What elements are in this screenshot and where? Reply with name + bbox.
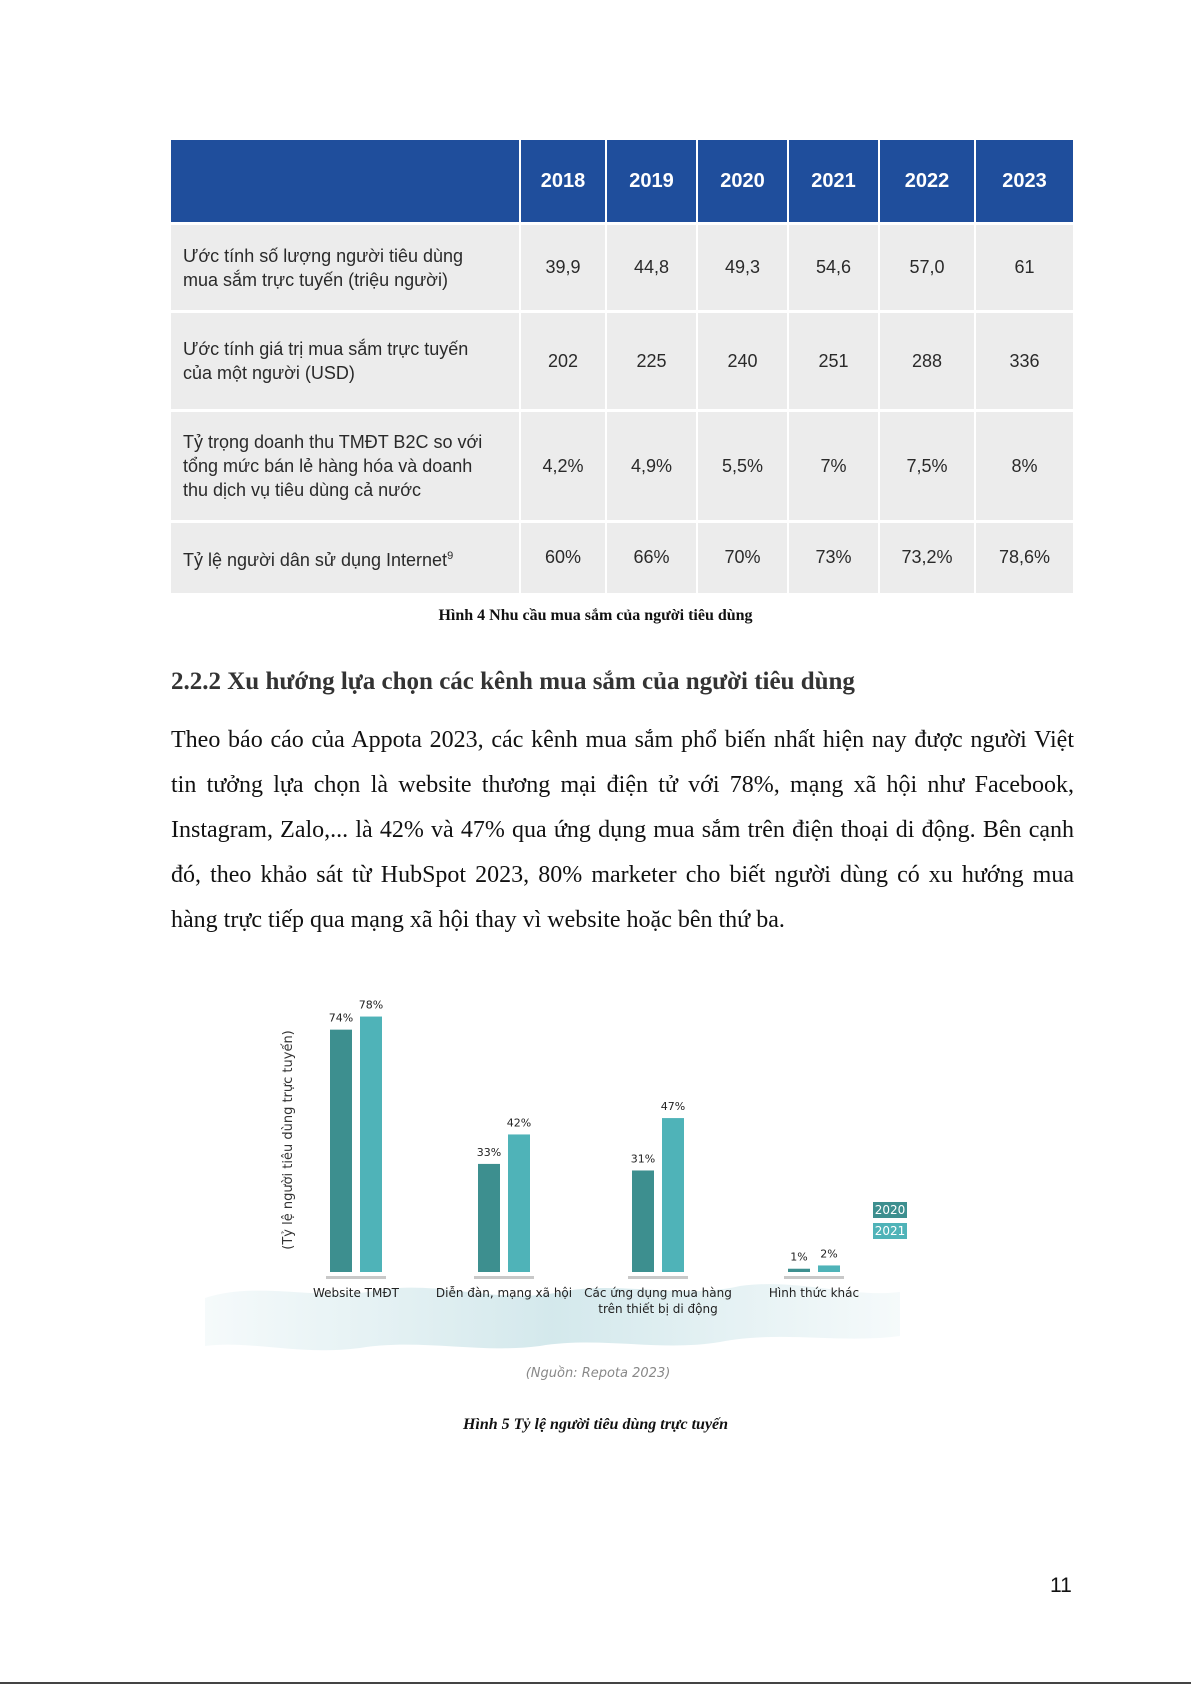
- table-cell: 49,3: [697, 224, 788, 312]
- figure-caption: Hình 4 Nhu cầu mua sắm của người tiêu dùng: [438, 607, 753, 624]
- table-cell: 336: [975, 312, 1073, 411]
- bar: [508, 1134, 530, 1272]
- table-cell: 39,9: [520, 224, 606, 312]
- bar-value-label: 2%: [820, 1247, 838, 1261]
- table-cell: 7,5%: [879, 411, 975, 522]
- year-header: 2022: [879, 140, 975, 224]
- row-label-line: Ước tính số lượng người tiêu dùng: [183, 245, 464, 266]
- category-baseline: [628, 1276, 688, 1279]
- legend-label: 2020: [874, 1203, 906, 1217]
- table-cell: 60%: [520, 522, 606, 593]
- section-heading: 2.2.2 Xu hướng lựa chọn các kênh mua sắm của người tiêu dùng: [171, 668, 855, 695]
- bar: [788, 1269, 810, 1272]
- bar: [662, 1118, 684, 1272]
- source-note: (Nguồn: Repota 2023): [525, 1366, 671, 1381]
- y-axis-label: (Tỷ lệ người tiêu dùng trực tuyến): [281, 1030, 296, 1250]
- bar-value-label: 74%: [328, 1011, 354, 1025]
- table-cell: 70%: [697, 522, 788, 593]
- category-label: Diễn đàn, mạng xã hội: [435, 1286, 573, 1300]
- body-paragraph: Theo báo cáo của Appota 2023, các kênh mua sắm phổ biến nhất hiện nay được người Việt tin tưởng lựa chọn là website thương mại điện tử với 78%, mạng xã hội như Facebook, Instagram, Zalo,... là 42% và 47% qua ứng dụng mua sắm trên điện thoại di động. Bên cạnh đó, theo khảo sát từ HubSpot 2023, 80% marketer cho biết người dùng có xu hướng mua hàng trực tiếp qua mạng xã hội thay vì website hoặc bên thứ ba.: [171, 727, 1074, 933]
- table-cell: 240: [697, 312, 788, 411]
- row-label: [171, 411, 520, 522]
- table-cell: 251: [788, 312, 879, 411]
- legend-label: 2021: [874, 1224, 906, 1238]
- row-label: [171, 224, 520, 312]
- table-row: [171, 224, 1073, 312]
- bar: [330, 1030, 352, 1272]
- table-cell: 288: [879, 312, 975, 411]
- category-baseline: [784, 1276, 844, 1279]
- row-label-line: Tỷ lệ người dân sử dụng Internet: [183, 549, 448, 570]
- figure-caption: Hình 5 Tỷ lệ người tiêu dùng trực tuyến: [462, 1416, 729, 1433]
- bar: [818, 1265, 840, 1272]
- table-header-row: [171, 140, 1073, 224]
- bar-value-label: 78%: [358, 998, 384, 1012]
- demand-table-container: [171, 140, 1073, 593]
- row-label-line: Tỷ trọng doanh thu TMĐT B2C so với: [183, 432, 483, 452]
- table-row: [171, 522, 1073, 593]
- category-label: trên thiết bị di động: [598, 1302, 718, 1316]
- table-row: [171, 411, 1073, 522]
- year-header: 2018: [520, 140, 606, 224]
- table-cell: 57,0: [879, 224, 975, 312]
- bar-value-label: 42%: [506, 1116, 532, 1130]
- year-header: 2020: [697, 140, 788, 224]
- category-baseline: [474, 1276, 534, 1279]
- bar-value-label: 47%: [660, 1100, 686, 1114]
- bar-value-label: 1%: [790, 1250, 808, 1264]
- category-baseline: [326, 1276, 386, 1279]
- bar-chart-svg: [200, 980, 960, 1400]
- row-label-line: Ước tính giá trị mua sắm trực tuyến: [183, 339, 469, 359]
- page-number: 11: [1050, 1574, 1072, 1597]
- demand-table: [171, 140, 1073, 593]
- row-label-line: tổng mức bán lẻ hàng hóa và doanh: [183, 456, 473, 476]
- consumer-channel-chart: [200, 980, 960, 1400]
- table-cell: 202: [520, 312, 606, 411]
- row-label-line: của một người (USD): [183, 363, 355, 383]
- table-cell: 4,9%: [606, 411, 697, 522]
- table-cell: 73,2%: [879, 522, 975, 593]
- category-label: Hình thức khác: [768, 1286, 860, 1300]
- table-cell: 66%: [606, 522, 697, 593]
- category-label: Các ứng dụng mua hàng: [584, 1286, 732, 1300]
- page-bottom-rule: [0, 1682, 1191, 1684]
- bar-value-label: 33%: [476, 1145, 502, 1159]
- row-label: [171, 522, 520, 593]
- table-cell: 44,8: [606, 224, 697, 312]
- row-label-line: thu dịch vụ tiêu dùng cả nước: [183, 480, 421, 500]
- table-cell: 78,6%: [975, 522, 1073, 593]
- table-cell: 4,2%: [520, 411, 606, 522]
- bar: [360, 1017, 382, 1272]
- table-cell: 54,6: [788, 224, 879, 312]
- table-cell: 7%: [788, 411, 879, 522]
- row-label: [171, 312, 520, 411]
- header-blank: [171, 140, 520, 224]
- row-label-line: mua sắm trực tuyến (triệu người): [183, 269, 448, 290]
- table-cell: 5,5%: [697, 411, 788, 522]
- table-cell: 61: [975, 224, 1073, 312]
- table-row: [171, 312, 1073, 411]
- year-header: 2021: [788, 140, 879, 224]
- bar-value-label: 31%: [630, 1152, 656, 1166]
- year-header: 2019: [606, 140, 697, 224]
- footnote-marker: 9: [447, 549, 454, 562]
- bar: [632, 1170, 654, 1272]
- bar: [478, 1164, 500, 1272]
- table-cell: 8%: [975, 411, 1073, 522]
- year-header: 2023: [975, 140, 1073, 224]
- table-cell: 73%: [788, 522, 879, 593]
- table-cell: 225: [606, 312, 697, 411]
- category-label: Website TMĐT: [313, 1286, 399, 1300]
